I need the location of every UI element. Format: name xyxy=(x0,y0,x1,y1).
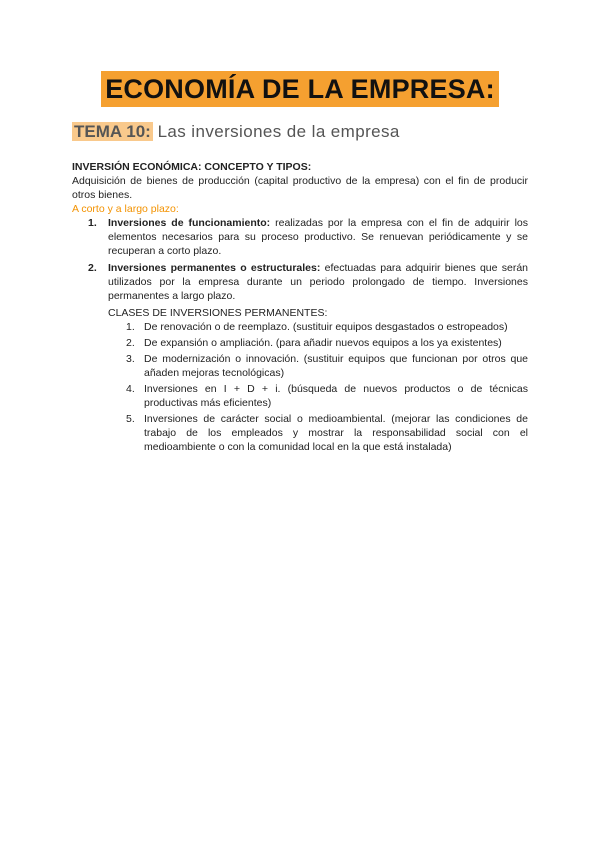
list-item xyxy=(72,216,528,258)
tema-heading xyxy=(72,121,400,143)
type-description: realizadas por la empresa con el fin de adquirir los elementos necesarios para su proceso productivo. Se renuevan periódicamente y se recuperan a corto plazo. xyxy=(108,217,528,257)
list-item xyxy=(72,352,528,380)
list-item xyxy=(72,261,528,303)
clase-text: Inversiones de carácter social o medioambiental. (mejorar las condiciones de trabajo de los empleados y mostrar la responsabilidad social con el medioambiente o con la comunidad local en la que está instalada) xyxy=(144,413,528,453)
list-item xyxy=(72,382,528,410)
clase-text: Inversiones en I + D + i. (búsqueda de nuevos productos o de técnicas productivas más eficientes) xyxy=(144,383,528,409)
clase-text: De expansión o ampliación. (para añadir nuevos equipos a los ya existentes) xyxy=(144,337,502,349)
content-body xyxy=(72,160,528,456)
highlight-line: A corto y a largo plazo: xyxy=(72,203,179,215)
item-number: 4. xyxy=(126,383,135,395)
item-number: 2. xyxy=(88,262,97,274)
item-number: 1. xyxy=(126,321,135,333)
list-item xyxy=(72,412,528,454)
clase-text: De modernización o innovación. (sustituir equipos que funcionan por otros que añaden mejoras tecnológicas) xyxy=(144,353,528,379)
item-number: 3. xyxy=(126,353,135,365)
section-heading: INVERSIÓN ECONÓMICA: CONCEPTO Y TIPOS: xyxy=(72,161,312,173)
tema-title: Las inversiones de la empresa xyxy=(157,122,400,141)
investment-types-list xyxy=(72,216,528,303)
clase-text: De renovación o de reemplazo. (sustituir equipos desgastados o estropeados) xyxy=(144,321,508,333)
item-number: 1. xyxy=(88,217,97,229)
type-name: Inversiones permanentes o estructurales: xyxy=(108,262,321,274)
item-number: 5. xyxy=(126,413,135,425)
document-title: ECONOMÍA DE LA EMPRESA: xyxy=(101,71,499,107)
title-wrapper xyxy=(0,71,600,107)
type-name: Inversiones de funcionamiento: xyxy=(108,217,271,229)
type-description: efectuadas para adquirir bienes que serán utilizados por la empresa durante un periodo prolongado de tiempo. Inversiones permanentes a largo plazo. xyxy=(108,262,529,302)
item-number: 2. xyxy=(126,337,135,349)
clases-list xyxy=(72,320,528,454)
tema-label: TEMA 10: xyxy=(74,122,151,141)
list-item xyxy=(72,336,528,350)
definition-paragraph: Adquisición de bienes de producción (capital productivo de la empresa) con el fin de producir otros bienes. xyxy=(72,175,528,201)
clases-heading: CLASES DE INVERSIONES PERMANENTES: xyxy=(108,307,328,319)
list-item xyxy=(72,320,528,334)
